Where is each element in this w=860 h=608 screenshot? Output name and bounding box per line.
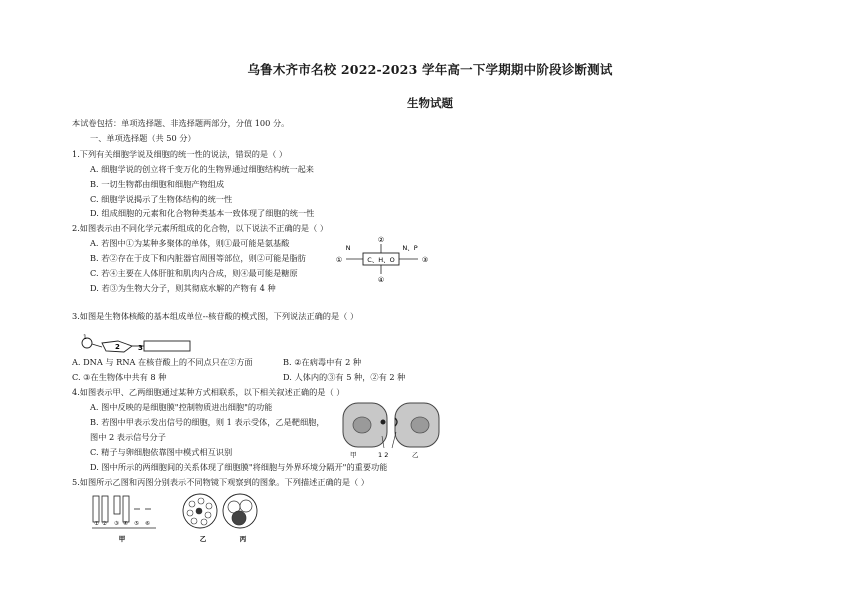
q4-cell-a-label: 甲 xyxy=(350,451,357,459)
intro-text: 本试卷包括：单项选择题、非选择题两部分，分值 100 分。 xyxy=(72,118,290,128)
q4-option-b: B. 若图中甲表示发出信号的细胞，则 1 表示受体，乙是靶细胞， xyxy=(90,417,325,427)
q1-option-a: A. 细胞学说的创立将千变万化的生物界通过细胞结构统一起来 xyxy=(90,164,314,174)
q2-node-1: ① xyxy=(335,256,343,264)
q2-right-element-label: N、P xyxy=(402,244,418,252)
q5-label-bing: 丙 xyxy=(239,535,247,543)
q3-option-c: C. ③在生物体中共有 8 种 xyxy=(72,372,167,382)
q5-tube-4: ④ xyxy=(123,521,128,527)
exam-title: 乌鲁木齐市名校 2022-2023 学年高一下学期期中阶段诊断测试 xyxy=(247,62,613,77)
q4-cell-b-label: 乙 xyxy=(412,451,419,459)
q5-label-jia: 甲 xyxy=(118,535,126,543)
q4-option-b-continued: 图中 2 表示信号分子 xyxy=(90,432,166,442)
q4-option-d: D. 图中所示的两细胞间的关系体现了细胞膜"将细胞与外界环境分隔开"的重要功能 xyxy=(90,462,388,472)
q4-cell-signaling-diagram xyxy=(340,400,442,460)
q5-tube-2: ② xyxy=(102,521,107,527)
q3-label-2: 2 xyxy=(115,343,120,351)
q1-stem: 1.下列有关细胞学说及细胞的统一性的说法，错误的是（ ） xyxy=(72,149,288,159)
q2-center-label: C、H、O xyxy=(367,256,395,264)
q3-label-3: 3 xyxy=(138,344,143,352)
q5-microscope-diagram xyxy=(88,491,268,546)
q5-tube-6: ⑥ xyxy=(145,521,150,527)
q1-option-c: C. 细胞学说揭示了生物体结构的统一性 xyxy=(90,194,233,204)
q3-option-d: D. 人体内的③有 5 种，②有 2 种 xyxy=(283,372,406,382)
q2-compound-diagram xyxy=(334,234,434,284)
q2-node-3: ③ xyxy=(421,256,429,264)
q3-stem: 3.如图是生物体核酸的基本组成单位--核苷酸的模式图，下列说法正确的是（ ） xyxy=(72,311,359,321)
q2-option-a: A. 若图中①为某种多聚体的单体，则①最可能是氨基酸 xyxy=(90,238,290,248)
q2-option-b: B. 若②存在于皮下和内脏器官周围等部位，则②可能是脂肪 xyxy=(90,253,306,263)
q1-option-d: D. 组成细胞的元素和化合物种类基本一致体现了细胞的统一性 xyxy=(90,208,315,218)
q1-option-b: B. 一切生物都由细胞和细胞产物组成 xyxy=(90,179,225,189)
q3-option-a: A. DNA 与 RNA 在核苷酸上的不同点只在②方面 xyxy=(72,357,253,367)
q3-option-b: B. ②在病毒中有 2 种 xyxy=(283,357,362,367)
q5-tube-1: ① xyxy=(94,521,99,527)
q3-nucleotide-diagram xyxy=(80,334,200,356)
q2-stem: 2.如图表示由不同化学元素所组成的化合物，以下说法不正确的是（ ） xyxy=(72,223,329,233)
q2-node-4: ④ xyxy=(377,276,385,284)
q2-option-d: D. 若③为生物大分子，则其彻底水解的产物有 4 种 xyxy=(90,283,276,293)
section-heading: 一、单项选择题（共 50 分） xyxy=(90,133,196,143)
q4-stem: 4.如图表示甲、乙两细胞通过某种方式相联系，以下相关叙述正确的是（ ） xyxy=(72,387,345,397)
q5-tube-5: ⑤ xyxy=(134,521,139,527)
exam-subtitle: 生物试题 xyxy=(407,96,453,110)
q4-option-c: C. 精子与卵细胞依靠图中模式相互识别 xyxy=(90,447,233,457)
q5-label-yi: 乙 xyxy=(199,535,207,543)
q5-stem: 5.如图所示乙图和丙图分别表示不同物镜下观察到的图象。下列描述正确的是（ ） xyxy=(72,477,369,487)
q4-arrow-labels: 1 2 xyxy=(378,451,389,459)
q2-left-element-label: N xyxy=(345,244,351,252)
q4-option-a: A. 图中反映的是细胞膜"控制物质进出细胞"的功能 xyxy=(90,402,273,412)
q3-label-1: 1 xyxy=(83,334,87,341)
q5-tube-3: ③ xyxy=(114,521,119,527)
q2-node-2: ② xyxy=(377,236,385,244)
q2-option-c: C. 若④主要在人体肝脏和肌肉内合成，则④最可能是糖原 xyxy=(90,268,298,278)
